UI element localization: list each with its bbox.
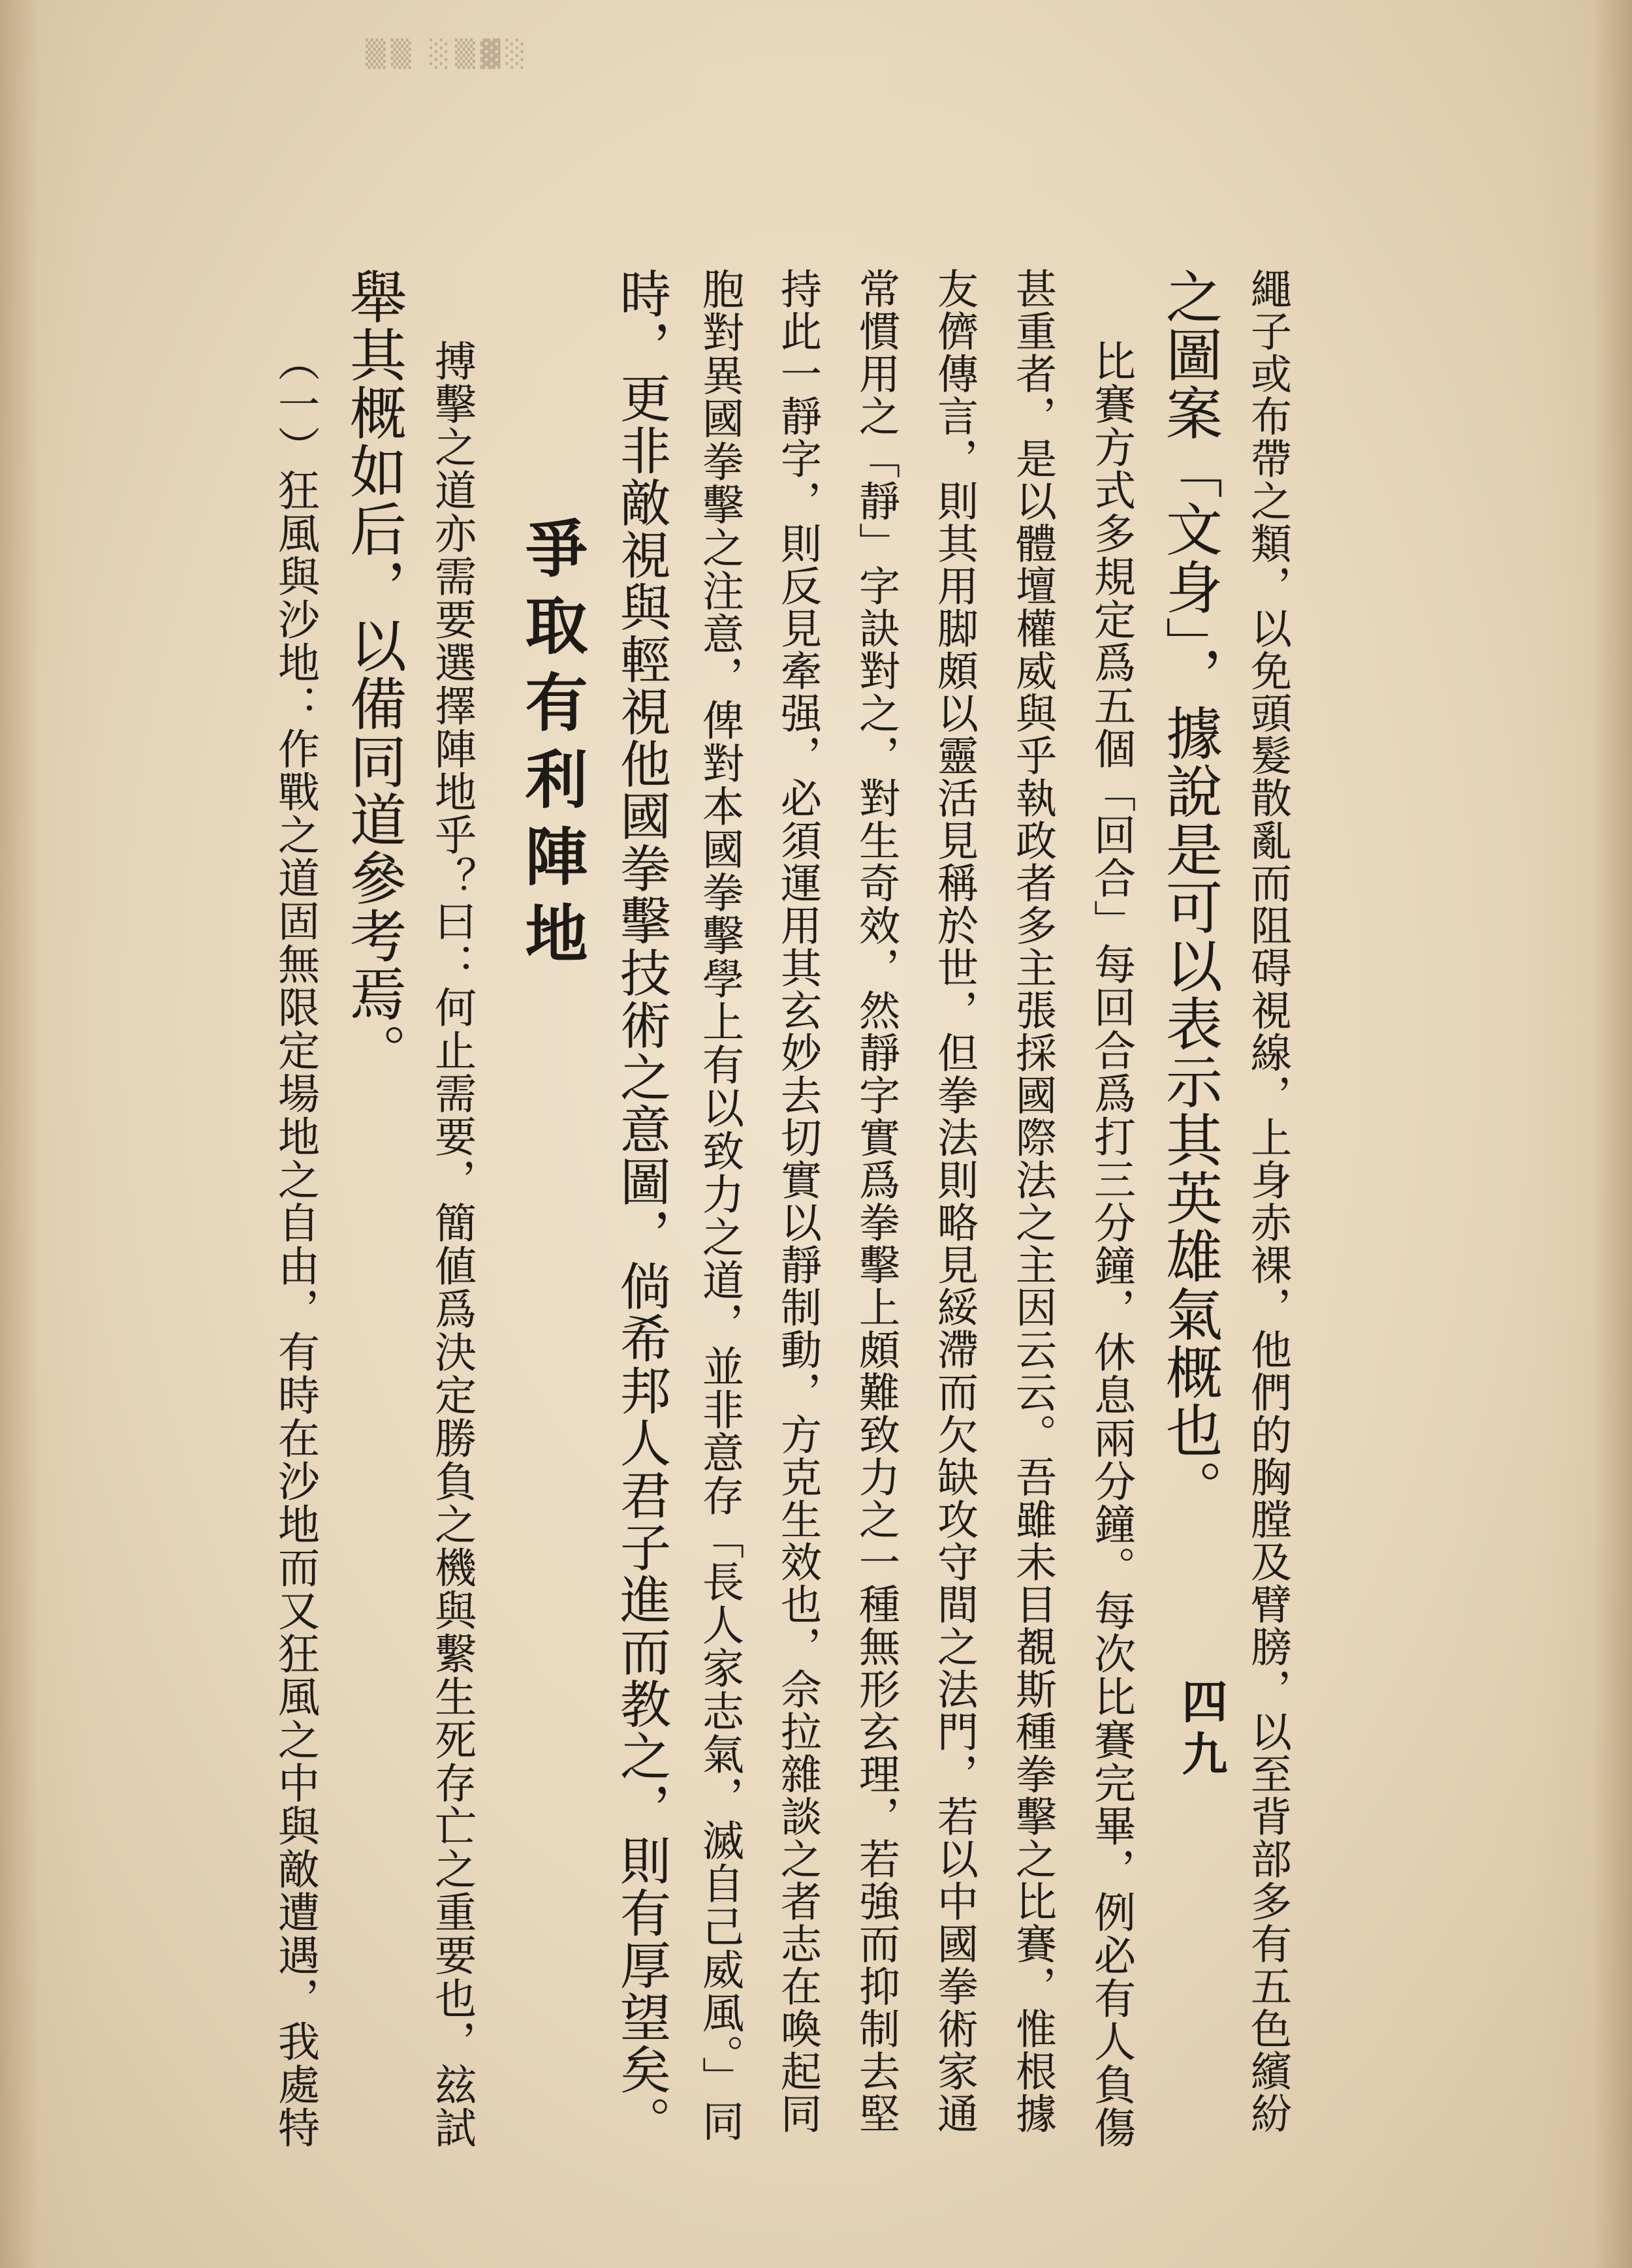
text-column-2: 之圖案「文身」，據說是可以表示其英雄氣概也。 xyxy=(1156,268,1223,1518)
section-heading: 爭取有利陣地 xyxy=(515,516,589,978)
text-column-7: 持此一靜字，則反見牽强，必須運用其玄妙去切實以靜制動，方克生效也，佘拉雜談之者志在喚起同 xyxy=(774,268,822,2135)
page-right-edge xyxy=(1593,0,1632,2268)
text-column-9: 時，更非敵視與輕視他國拳擊技術之意圖，倘希邦人君子進而教之，則有厚望矣。 xyxy=(612,268,670,2148)
page-left-edge xyxy=(0,0,39,2268)
text-column-3: 比賽方式多規定爲五個「回合」每回合爲打三分鐘，休息兩分鐘。每次比賽完畢，例必有人負傷 xyxy=(1087,339,1135,2149)
text-column-5: 友儕傳言，則其用脚頗以靈活見稱於世，但拳法則略見綏滯而欠缺攻守間之法門，若以中國拳術家通 xyxy=(931,268,979,2135)
text-column-10: 搏擊之道亦需要選擇陣地乎？曰：何止需要，簡値爲決定勝負之機與繫生死存亡之重要也，玆試 xyxy=(428,339,476,2149)
text-column-6: 常慣用之「靜」字訣對之，對生奇效，然靜字實爲拳擊上頗難致力之一種無形玄理，若強而抑制去堅 xyxy=(853,268,900,2135)
text-column-4: 甚重者，是以體壇權威與乎執政者多主張採國際法之主因云云。吾雖未目覩斯種拳擊之比賽，惟根據 xyxy=(1009,268,1057,2135)
text-column-11: 舉其概如后，以備同道參考焉。 xyxy=(340,268,407,1081)
page-number: 四九 xyxy=(1174,1678,1229,1782)
text-column-8: 胞對異國拳擊之注意，俾對本國拳擊學上有以致力之道，並非意存「長人家志氣，滅自己威風。」同 xyxy=(695,268,744,2143)
text-column-1: 繩子或布帶之類，以免頭髮散亂而阻碍視線，上身赤裸，他們的胸膛及臂膀，以至背部多有五色繽紛 xyxy=(1244,268,1292,2135)
text-column-12: （一）狂風與沙地：作戰之道固無限定場地之自由，有時在沙地而又狂風之中與敵遭遇，我處特 xyxy=(271,339,319,2149)
faded-stamp-mark: ▒▒ ░▒▓░ xyxy=(366,39,531,69)
